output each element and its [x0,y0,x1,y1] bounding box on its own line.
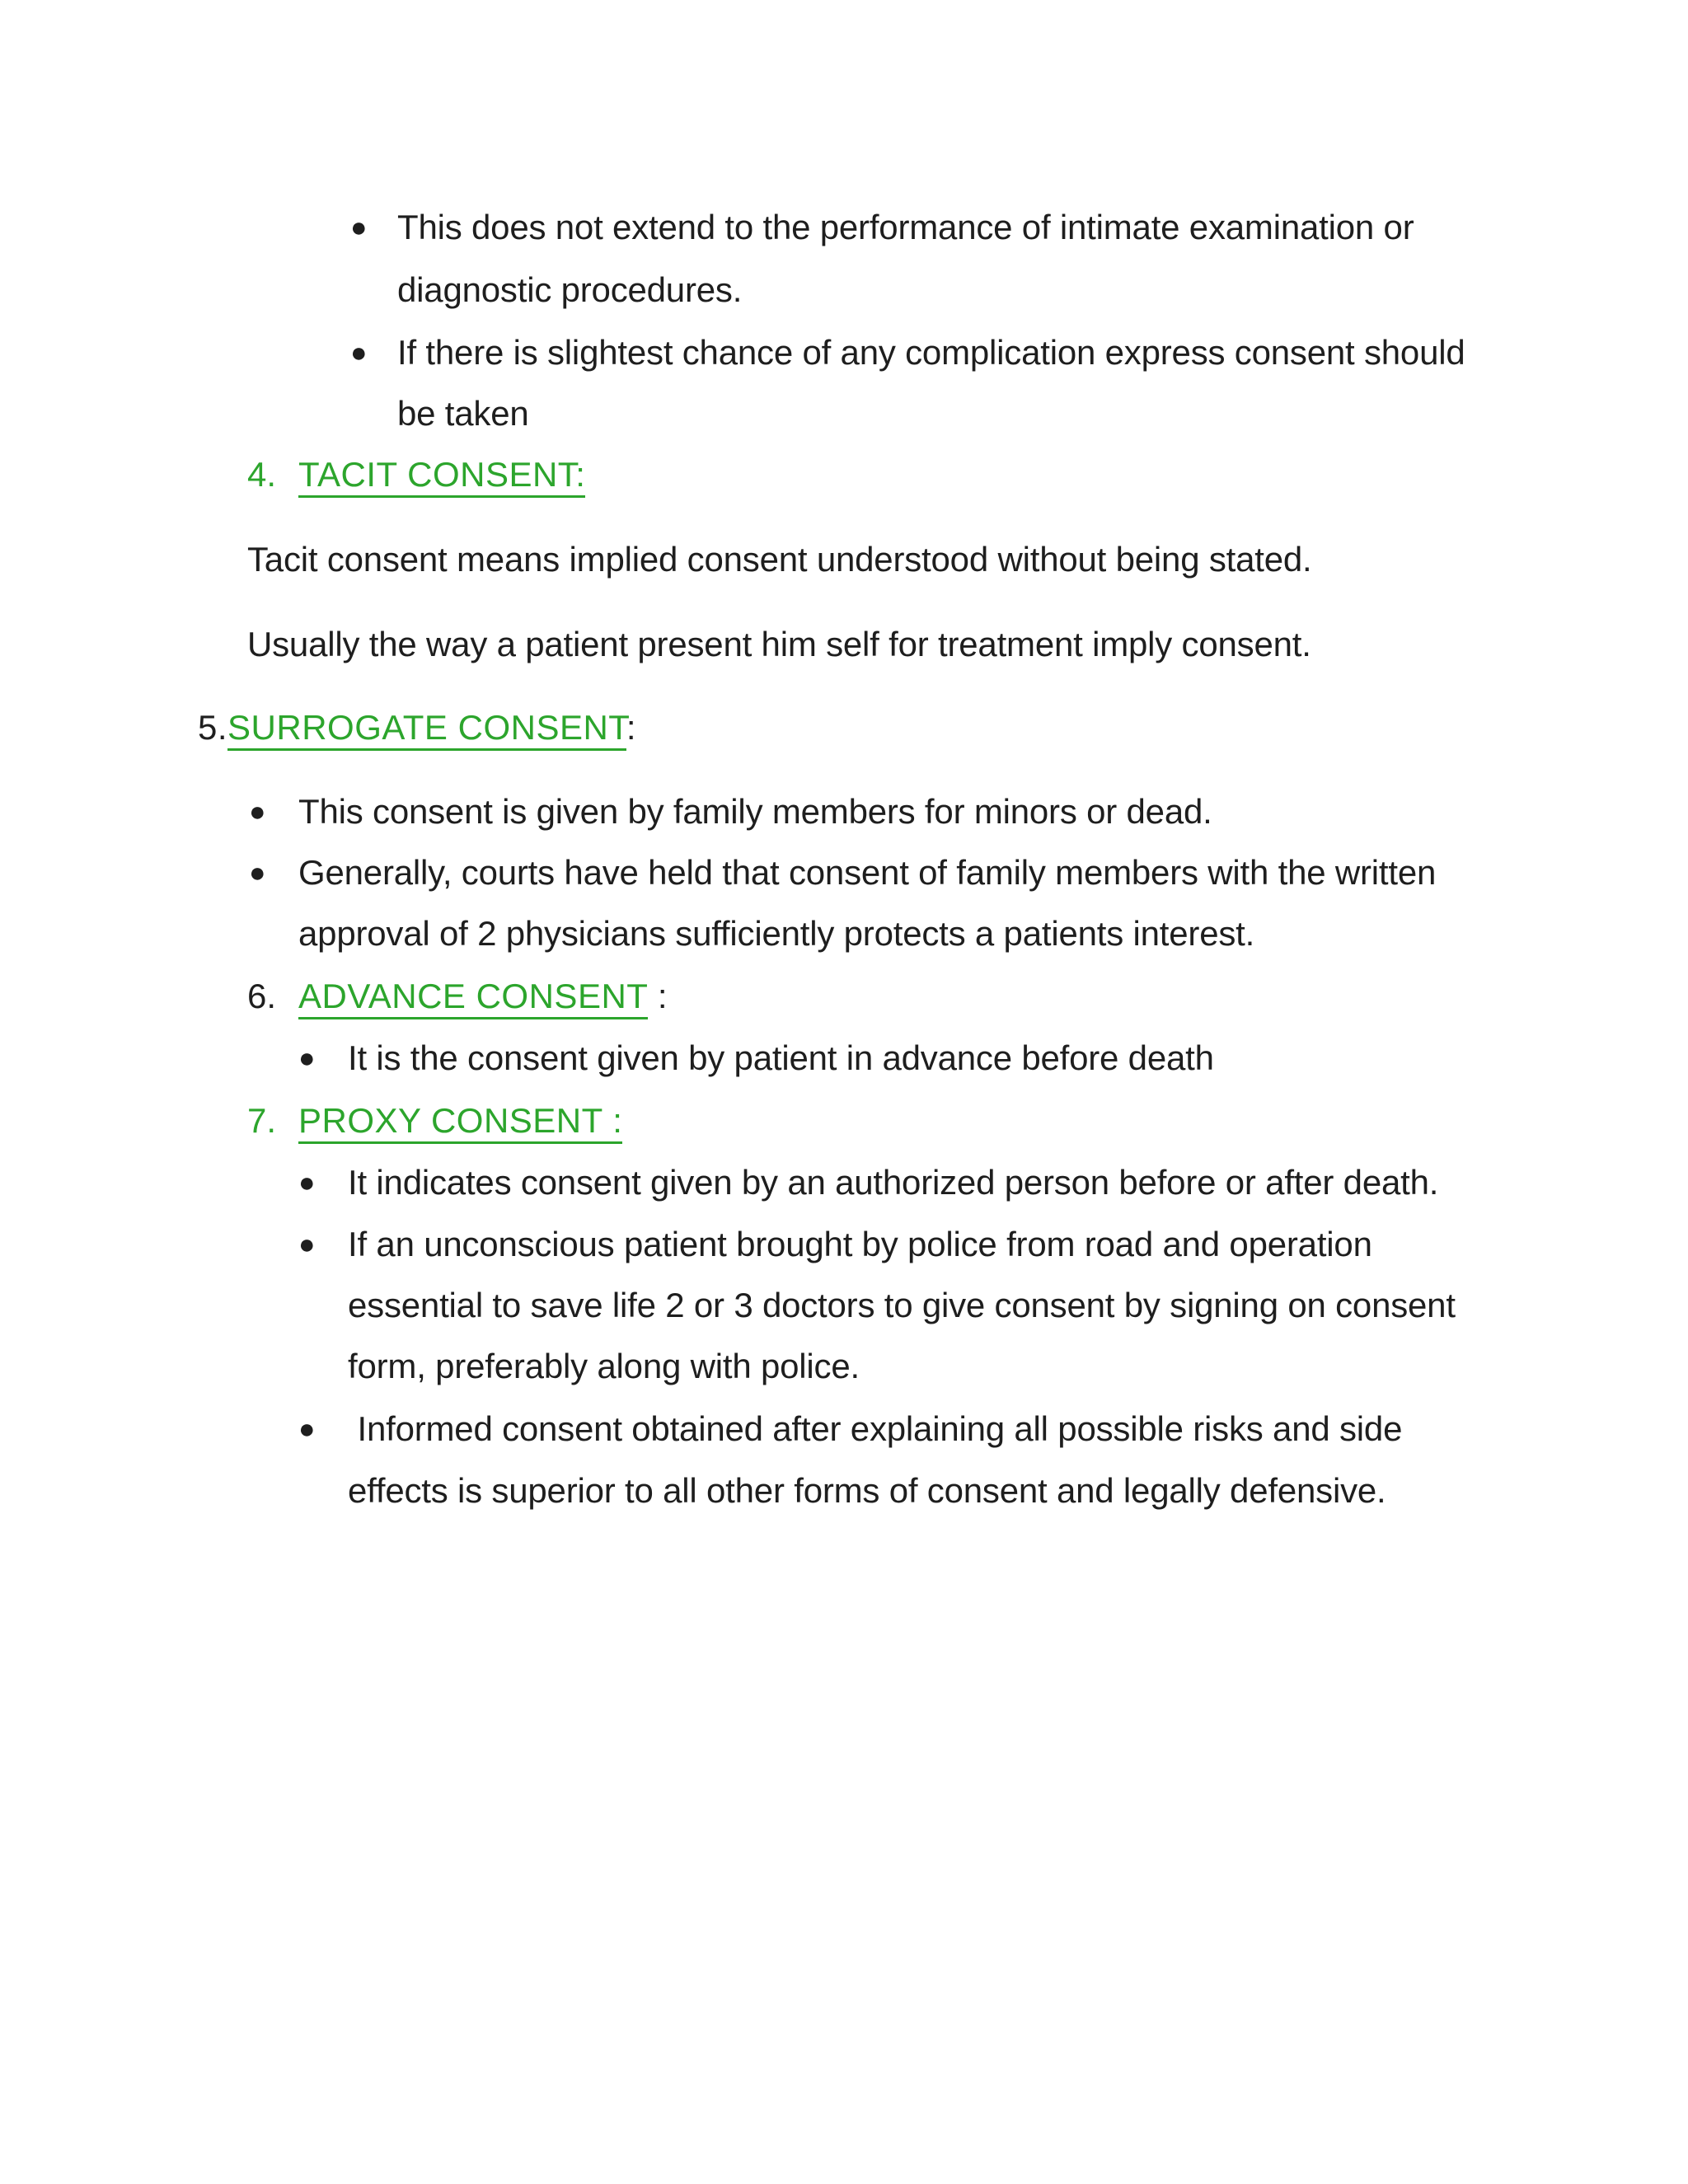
paragraph: Tacit consent means implied consent understood without being stated. [247,540,1312,579]
section-heading [298,973,668,1019]
section-heading [198,705,636,751]
paragraph-line: essential to save life 2 or 3 doctors to give consent by signing on consent [348,1286,1456,1324]
bullet-dot: ● [298,1413,316,1445]
section-heading-text: PROXY CONSENT : [298,1101,622,1144]
section-number: 7. [247,1101,277,1140]
paragraph-line: Generally, courts have held that consent of family members with the written [298,853,1437,892]
section-number: 5. [198,708,228,747]
section-heading-text: SURROGATE CONSENT [227,708,626,751]
paragraph-line: diagnostic procedures. [397,270,743,309]
bullet-dot: ● [298,1167,316,1198]
paragraph-line: approval of 2 physicians sufficiently protects a patients interest. [298,914,1255,953]
paragraph-line: This consent is given by family members for minors or dead. [298,792,1212,831]
bullet-dot: ● [350,212,368,243]
bullet-dot: ● [298,1043,316,1074]
section-heading-text: TACIT CONSENT: [298,455,585,498]
heading-colon: : [626,708,636,747]
bullet-dot: ● [298,1229,316,1260]
section-heading [298,1098,622,1144]
paragraph-line: It is the consent given by patient in advance before death [348,1038,1214,1077]
section-number: 6. [247,977,277,1015]
section-heading-text: ADVANCE CONSENT [298,977,648,1019]
paragraph: Usually the way a patient present him self for treatment imply consent. [247,625,1311,663]
bullet-dot: ● [249,857,266,888]
paragraph-line: form, preferably along with police. [348,1347,860,1385]
heading-colon: : [647,977,668,1015]
bullet-dot: ● [350,337,368,368]
paragraph-line: Informed consent obtained after explaining all possible risks and side [348,1409,1403,1448]
paragraph-line: This does not extend to the performance of intimate examination or [397,208,1414,246]
section-heading [298,452,585,498]
paragraph-line: be taken [397,394,529,433]
paragraph-line: It indicates consent given by an authorized person before or after death. [348,1163,1439,1202]
paragraph-line: If an unconscious patient brought by police from road and operation [348,1225,1372,1263]
section-number: 4. [247,455,277,494]
paragraph-line: effects is superior to all other forms of consent and legally defensive. [348,1471,1386,1510]
bullet-dot: ● [249,796,266,827]
paragraph-line: If there is slightest chance of any complication express consent should [397,333,1465,372]
